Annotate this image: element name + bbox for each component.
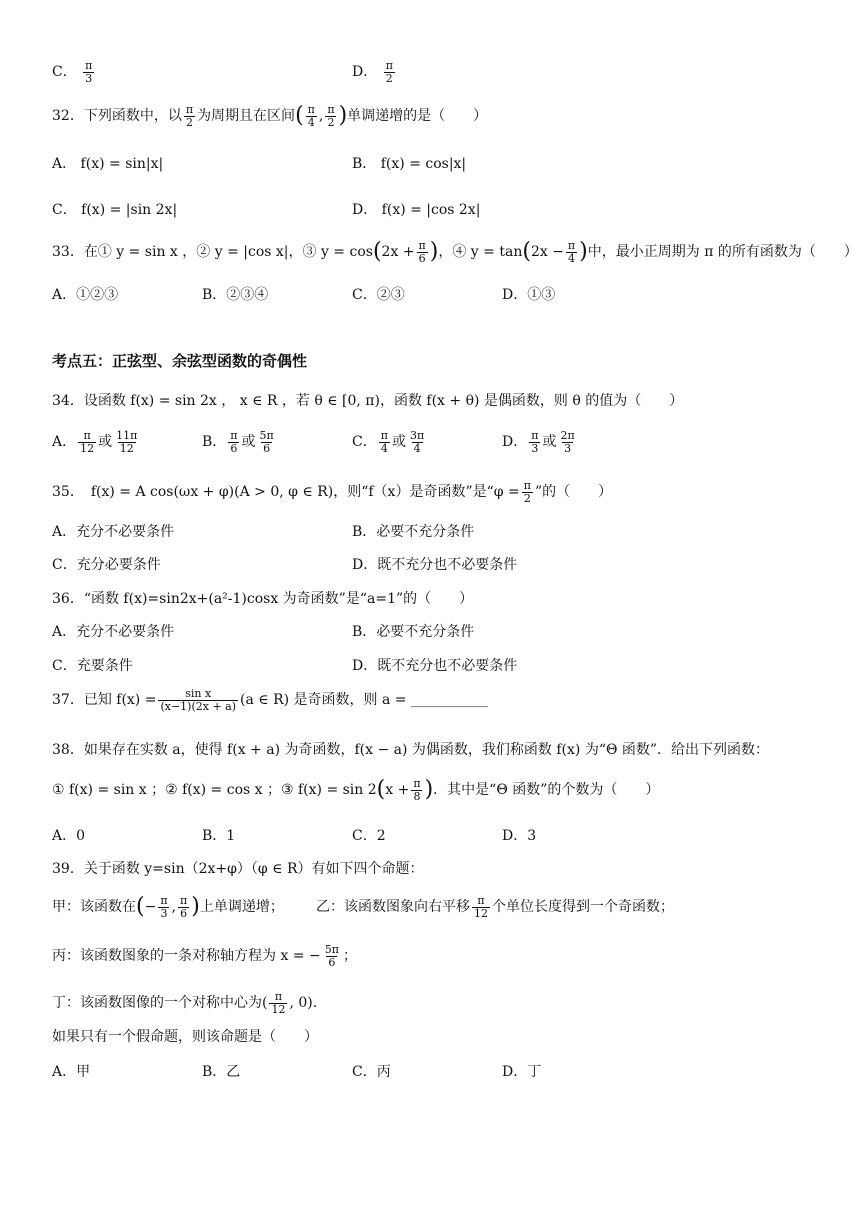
q39-option-a: A．甲	[52, 1064, 91, 1080]
q39-option-c: C．丙	[352, 1064, 391, 1080]
q39-proposition-jia: 甲：该函数在(− $\frac{\pi}{3}$ , $\frac{\pi}{6}$ )上单调递增；	[52, 894, 284, 920]
q36-option-b: B．必要不充分条件	[352, 624, 475, 640]
q33-option-a: A．①②③	[52, 287, 119, 303]
q38-option-b: B．1	[202, 828, 236, 844]
fraction: $\frac{\pi}{2}$	[385, 59, 393, 85]
q34-option-c: C． $\frac{\pi}{4}$ 或 $\frac{3\pi}{4}$	[352, 429, 425, 455]
q38-stem: 38．如果存在实数 a，使得 f(x + a) 为奇函数，f(x − a) 为偶函数，我们称函数 f(x) 为“Θ 函数”．给出下列函数：	[52, 742, 770, 758]
option-label: C．	[52, 64, 77, 81]
q35-option-b: B．必要不充分条件	[352, 524, 475, 540]
q38-option-a: A．0	[52, 828, 86, 844]
q33-option-d: D．①③	[502, 287, 556, 303]
q36-option-a: A．充分不必要条件	[52, 624, 175, 640]
option-label: D．	[352, 64, 378, 81]
q38-functions: ① f(x) = sin x ；② f(x) = cos x ；③ f(x) = sin 2(x + $\frac{\pi}{8}$ )．其中是“Θ 函数”的个数为（ ）	[52, 777, 660, 803]
q36-stem: 36．“函数 f(x)=sin2x+(a²-1)cosx 为奇函数”是“a=1”的（ ）	[52, 591, 474, 607]
q34-stem: 34．设函数 f(x) = sin 2x ， x ∈ R ，若 θ ∈ [0, π)，函数 f(x + θ) 是偶函数，则 θ 的值为（ ）	[52, 393, 684, 409]
q38-option-c: C．2	[352, 828, 386, 844]
q31-option-d	[352, 60, 397, 84]
q34-option-d: D． $\frac{\pi}{3}$ 或 $\frac{2\pi}{3}$	[502, 429, 575, 455]
q39-option-d: D．丁	[502, 1064, 542, 1080]
q38-option-d: D．3	[502, 828, 537, 844]
q36-option-c: C．充要条件	[52, 658, 133, 674]
fraction: $\frac{\pi}{3}$	[85, 59, 93, 85]
q36-option-d: D．既不充分也不必要条件	[352, 658, 518, 674]
q35-option-a: A．充分不必要条件	[52, 524, 175, 540]
fraction: $\frac{\pi}{2}$	[185, 103, 194, 129]
q33-stem: 33．在① y = sin x ，② y = |cos x|，③ y = cos(2x + $\frac{\pi}{6}$ )，④ y = tan(2x − $\frac{\pi}{4}$ )中，最小正周期为 π 的所有函数为（ ）	[52, 239, 858, 265]
q35-option-c: C．充分必要条件	[52, 557, 161, 573]
q39-proposition-ding: 丁：该函数图像的一个对称中心为( $\frac{\pi}{12}$ , 0).	[52, 990, 318, 1016]
q32-stem: 32．下列函数中，以 $\frac{\pi}{2}$ 为周期且在区间( $\frac{\pi}{4}$ , $\frac{\pi}{2}$ )单调递增的是（ ）	[52, 103, 488, 129]
q35-option-d: D．既不充分也不必要条件	[352, 557, 518, 573]
q37-stem: 37．已知 f(x) = $\frac{\text{sin x}}{(x-1)(2x + a)}$ (a ∈ R) 是奇函数，则 a = ___________	[52, 687, 488, 713]
q39-stem: 39．关于函数 y=sin（2x+φ）（φ ∈ R）有如下四个命题：	[52, 861, 424, 877]
q35-stem: 35． f(x) = A cos(ωx + φ)(A > 0, φ ∈ R)，则“f（x）是奇函数”是“φ = $\frac{\pi}{2}$ ”的（ ）	[52, 479, 613, 505]
q34-option-b: B． $\frac{\pi}{6}$ 或 $\frac{5\pi}{6}$	[202, 429, 274, 455]
q32-option-c: C． f(x) = |sin 2x|	[52, 202, 178, 218]
q33-option-c: C．②③	[352, 287, 405, 303]
q39-option-b: B．乙	[202, 1064, 241, 1080]
q34-option-a: A． $\frac{\pi}{12}$ 或 $\frac{11\pi}{12}$	[52, 429, 138, 455]
section-title: 考点五：正弦型、余弦型函数的奇偶性	[52, 352, 308, 370]
q39-proposition-yi: 乙：该函数图象向右平移 $\frac{\pi}{12}$ 个单位长度得到一个奇函数；	[316, 894, 674, 920]
q31-option-c	[52, 60, 96, 84]
q39-ask: 如果只有一个假命题，则该命题是（ ）	[52, 1029, 318, 1045]
q32-option-d: D． f(x) = |cos 2x|	[352, 202, 481, 218]
q33-option-b: B．②③④	[202, 287, 269, 303]
q32-option-b: B． f(x) = cos|x|	[352, 156, 467, 172]
q32-option-a: A． f(x) = sin|x|	[52, 156, 164, 172]
q39-proposition-bing: 丙：该函数图象的一条对称轴方程为 x = − $\frac{5\pi}{6}$ ；	[52, 943, 357, 969]
